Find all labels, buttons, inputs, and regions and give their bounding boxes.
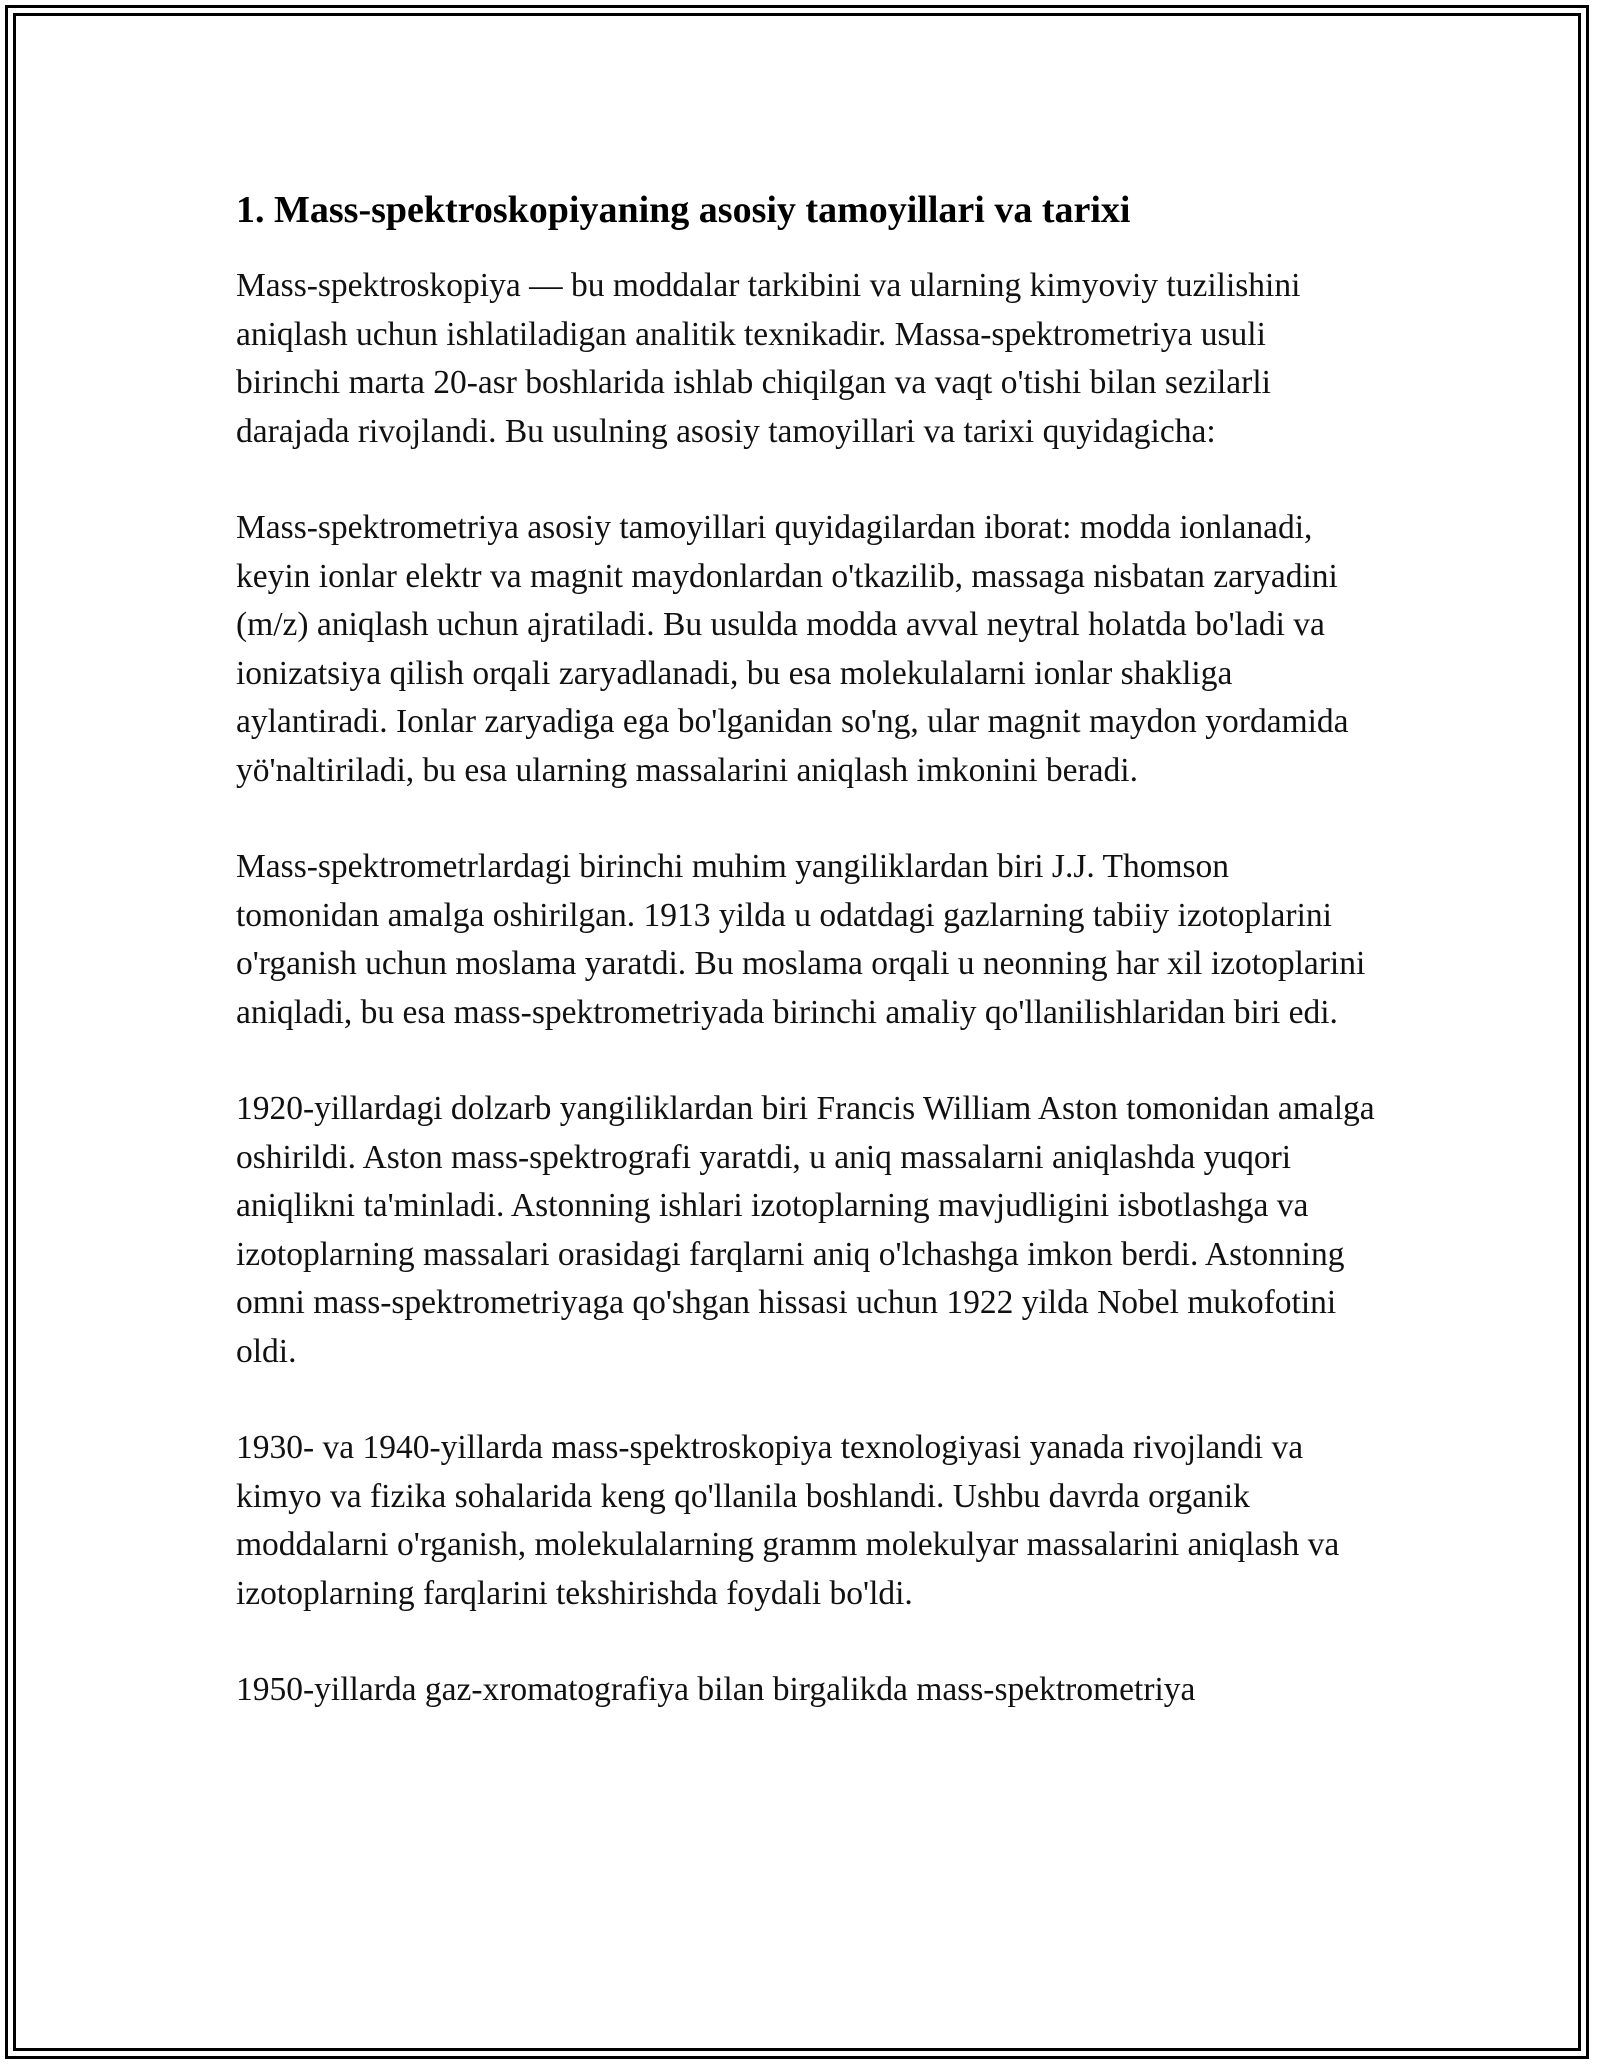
section-heading: 1. Mass-spektroskopiyaning asosiy tamoyillari va tarixi	[236, 189, 1131, 231]
paragraph-1930s-1940s: 1930- va 1940-yillarda mass-spektroskopiya texnologiyasi yanada rivojlandi va kimyo va fizika sohalarida keng qo'llanila boshlandi. Ushbu davrda organik moddalarni o'rganish, molekulalarning gramm molekulyar massalarini aniqlash va izotoplarning farqlarini tekshirishda foydali bo'ldi.	[236, 1429, 1340, 1612]
paragraph-principles: Mass-spektrometriya asosiy tamoyillari quyidagilardan iborat: modda ionlanadi, keyin ionlar elektr va magnit maydonlardan o'tkazilib, massaga nisbatan zaryadini (m/z) aniqlash uchun ajratiladi. Bu usulda modda avval neytral holatda bo'ladi va ionizatsiya qilish orqali zaryadlanadi, bu esa molekulalarni ionlar shakliga aylantiradi. Ionlar zaryadiga ega bo'lganidan so'ng, ular magnit maydon yordamida yö'naltiriladi, bu esa ularning massalarini aniqlash imkonini beradi.	[236, 509, 1349, 789]
paragraph-thomson: Mass-spektrometrlardagi birinchi muhim yangiliklardan biri J.J. Thomson tomonidan amalga oshirilgan. 1913 yilda u odatdagi gazlarning tabiiy izotoplarini o'rganish uchun moslama yaratdi. Bu moslama orqali u neonning har xil izotoplarini aniqladi, bu esa mass-spektrometriyada birinchi amaliy qo'llanilishlaridan biri edi.	[236, 848, 1366, 1031]
paragraph-1950s: 1950-yillarda gaz-xromatografiya bilan birgalikda mass-spektrometriya	[236, 1671, 1196, 1708]
paragraph-intro: Mass-spektroskopiya — bu moddalar tarkibini va ularning kimyoviy tuzilishini aniqlash uchun ishlatiladigan analitik texnikadir. Massa-spektrometriya usuli birinchi marta 20-asr boshlarida ishlab chiqilgan va vaqt o'tishi bilan sezilarli darajada rivojlandi. Bu usulning asosiy tamoyillari va tarixi quyidagicha:	[236, 267, 1301, 450]
paragraph-aston: 1920-yillardagi dolzarb yangiliklardan biri Francis William Aston tomonidan amalga oshirildi. Aston mass-spektrografi yaratdi, u aniq massalarni aniqlashda yuqori aniqlikni ta'minladi. Astonning ishlari izotoplarning mavjudligini isbotlashga va izotoplarning massalari orasidagi farqlarni aniq o'lchashga imkon berdi. Astonning omni mass-spektrometriyaga qo'shgan hissasi uchun 1922 yilda Nobel mukofotini oldi.	[236, 1090, 1375, 1370]
document-body	[236, 188, 1376, 1763]
